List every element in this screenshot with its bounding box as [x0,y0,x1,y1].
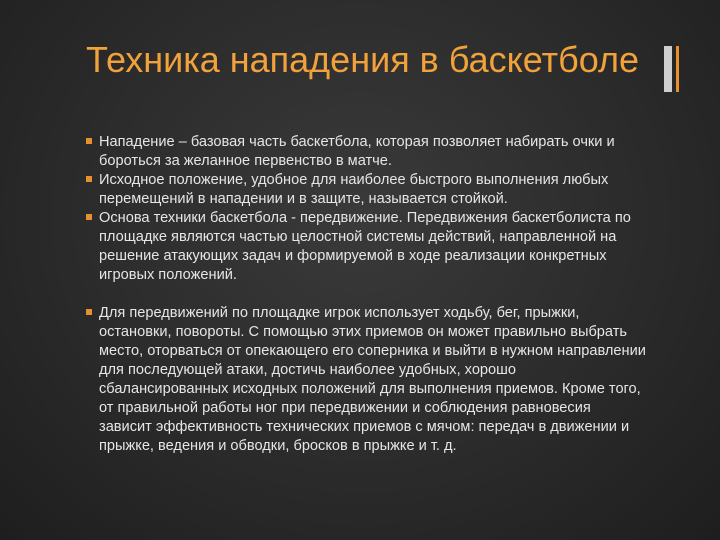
square-bullet-icon [86,309,92,315]
slide-title: Техника нападения в баскетболе [86,39,639,80]
bullet-item [86,171,646,209]
slide-body [86,133,646,456]
bullet-text: Исходное положение, удобное для наиболее быстрого выполнения любых перемещений в нападении и в защите, называется стойкой. [99,172,609,207]
bullet-text: Нападение – базовая часть баскетбола, которая позволяет набирать очки и бороться за желанное первенство в матче. [99,134,615,169]
accent-bar-light [664,46,672,92]
accent-bars-decoration [664,46,710,92]
square-bullet-icon [86,138,92,144]
square-bullet-icon [86,214,92,220]
bullet-text: Основа техники баскетбола - передвижение. Передвижения баскетболиста по площадке являются частью целостной системы действий, направленной на решение атакующих задач и формируемой в ходе реализации конкретных игровых положений. [99,210,631,283]
accent-bar-orange [676,46,706,92]
bullet-item [86,133,646,171]
square-bullet-icon [86,176,92,182]
bullet-text: Для передвижений по площадке игрок использует ходьбу, бег, прыжки, остановки, повороты. С помощью этих приемов он может правильно выбрать место, оторваться от опекающего его соперника и выйти в нужном направлении для последующей атаки, достичь наиболее удобных, хорошо сбалансированных исходных положений для выполнения приемов. Кроме того, от правильной работы ног при передвижении и соблюдения равновесия зависит эффективность технических приемов с мячом: передач в движении и прыжке, ведения и обводки, бросков в прыжке и т. д. [99,305,646,454]
bullet-item [86,304,646,456]
bullet-item [86,209,646,285]
